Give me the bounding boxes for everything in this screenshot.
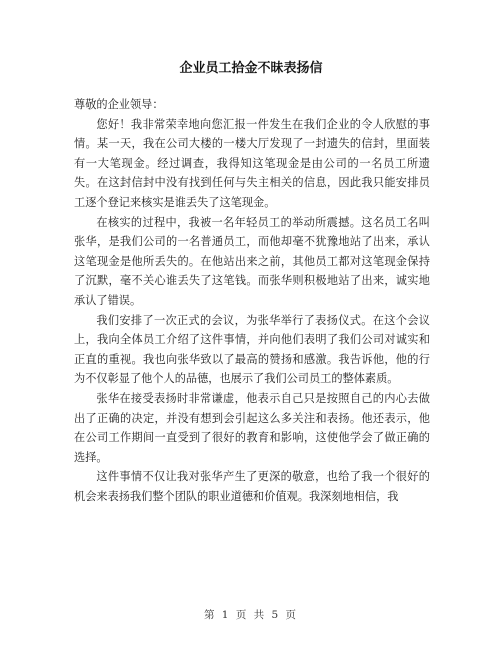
paragraph: 我们安排了一次正式的会议，为张华举行了表扬仪式。在这个会议上，我向全体员工介绍了这件事情，并向他们表明了我们公司对诚实和正直的重视。我也向张华致以了最高的赞扬和感激。我告诉他，他的行为不仅彰显了他个人的品德，也展示了我们公司员工的整体素质。 [74, 313, 430, 386]
page-number: 第 1 页 共 5 页 [203, 609, 299, 621]
letter-title: 企业员工拾金不昧表扬信 [179, 61, 323, 76]
paragraph: 您好！我非常荣幸地向您汇报一件发生在我们企业的令人欣慰的事情。某一天，我在公司大楼的一楼大厅发现了一封遗失的信封，里面装有一大笔现金。经过调查，我得知这笔现金是由公司的一名员工所遗失。在这封信封中没有找到任何与失主相关的信息，因此我只能安排员工逐个登记来核实是谁丢失了这笔现金。 [74, 117, 430, 209]
letter-body [74, 95, 430, 506]
paragraph: 这件事情不仅让我对张华产生了更深的敬意，也给了我一个很好的机会来表扬我们整个团队的职业道德和价值观。我深刻地相信，我 [74, 470, 430, 503]
paragraph: 在核实的过程中，我被一名年轻员工的举动所震撼。这名员工名叫张华，是我们公司的一名普通员工，而他却毫不犹豫地站了出来，承认这笔现金是他所丢失的。在他站出来之前，其他员工都对这笔现金保持了沉默，毫不关心谁丢失了这笔钱。而张华则积极地站了出来，诚实地承认了错误。 [74, 215, 430, 307]
letter-greeting: 尊敬的企业领导： [74, 98, 164, 111]
paragraph: 张华在接受表扬时非常谦虚，他表示自己只是按照自己的内心去做出了正确的决定，并没有想到会引起这么多关注和表扬。他还表示，他在公司工作期间一直受到了很好的教育和影响，这使他学会了做正确的选择。 [74, 391, 430, 464]
